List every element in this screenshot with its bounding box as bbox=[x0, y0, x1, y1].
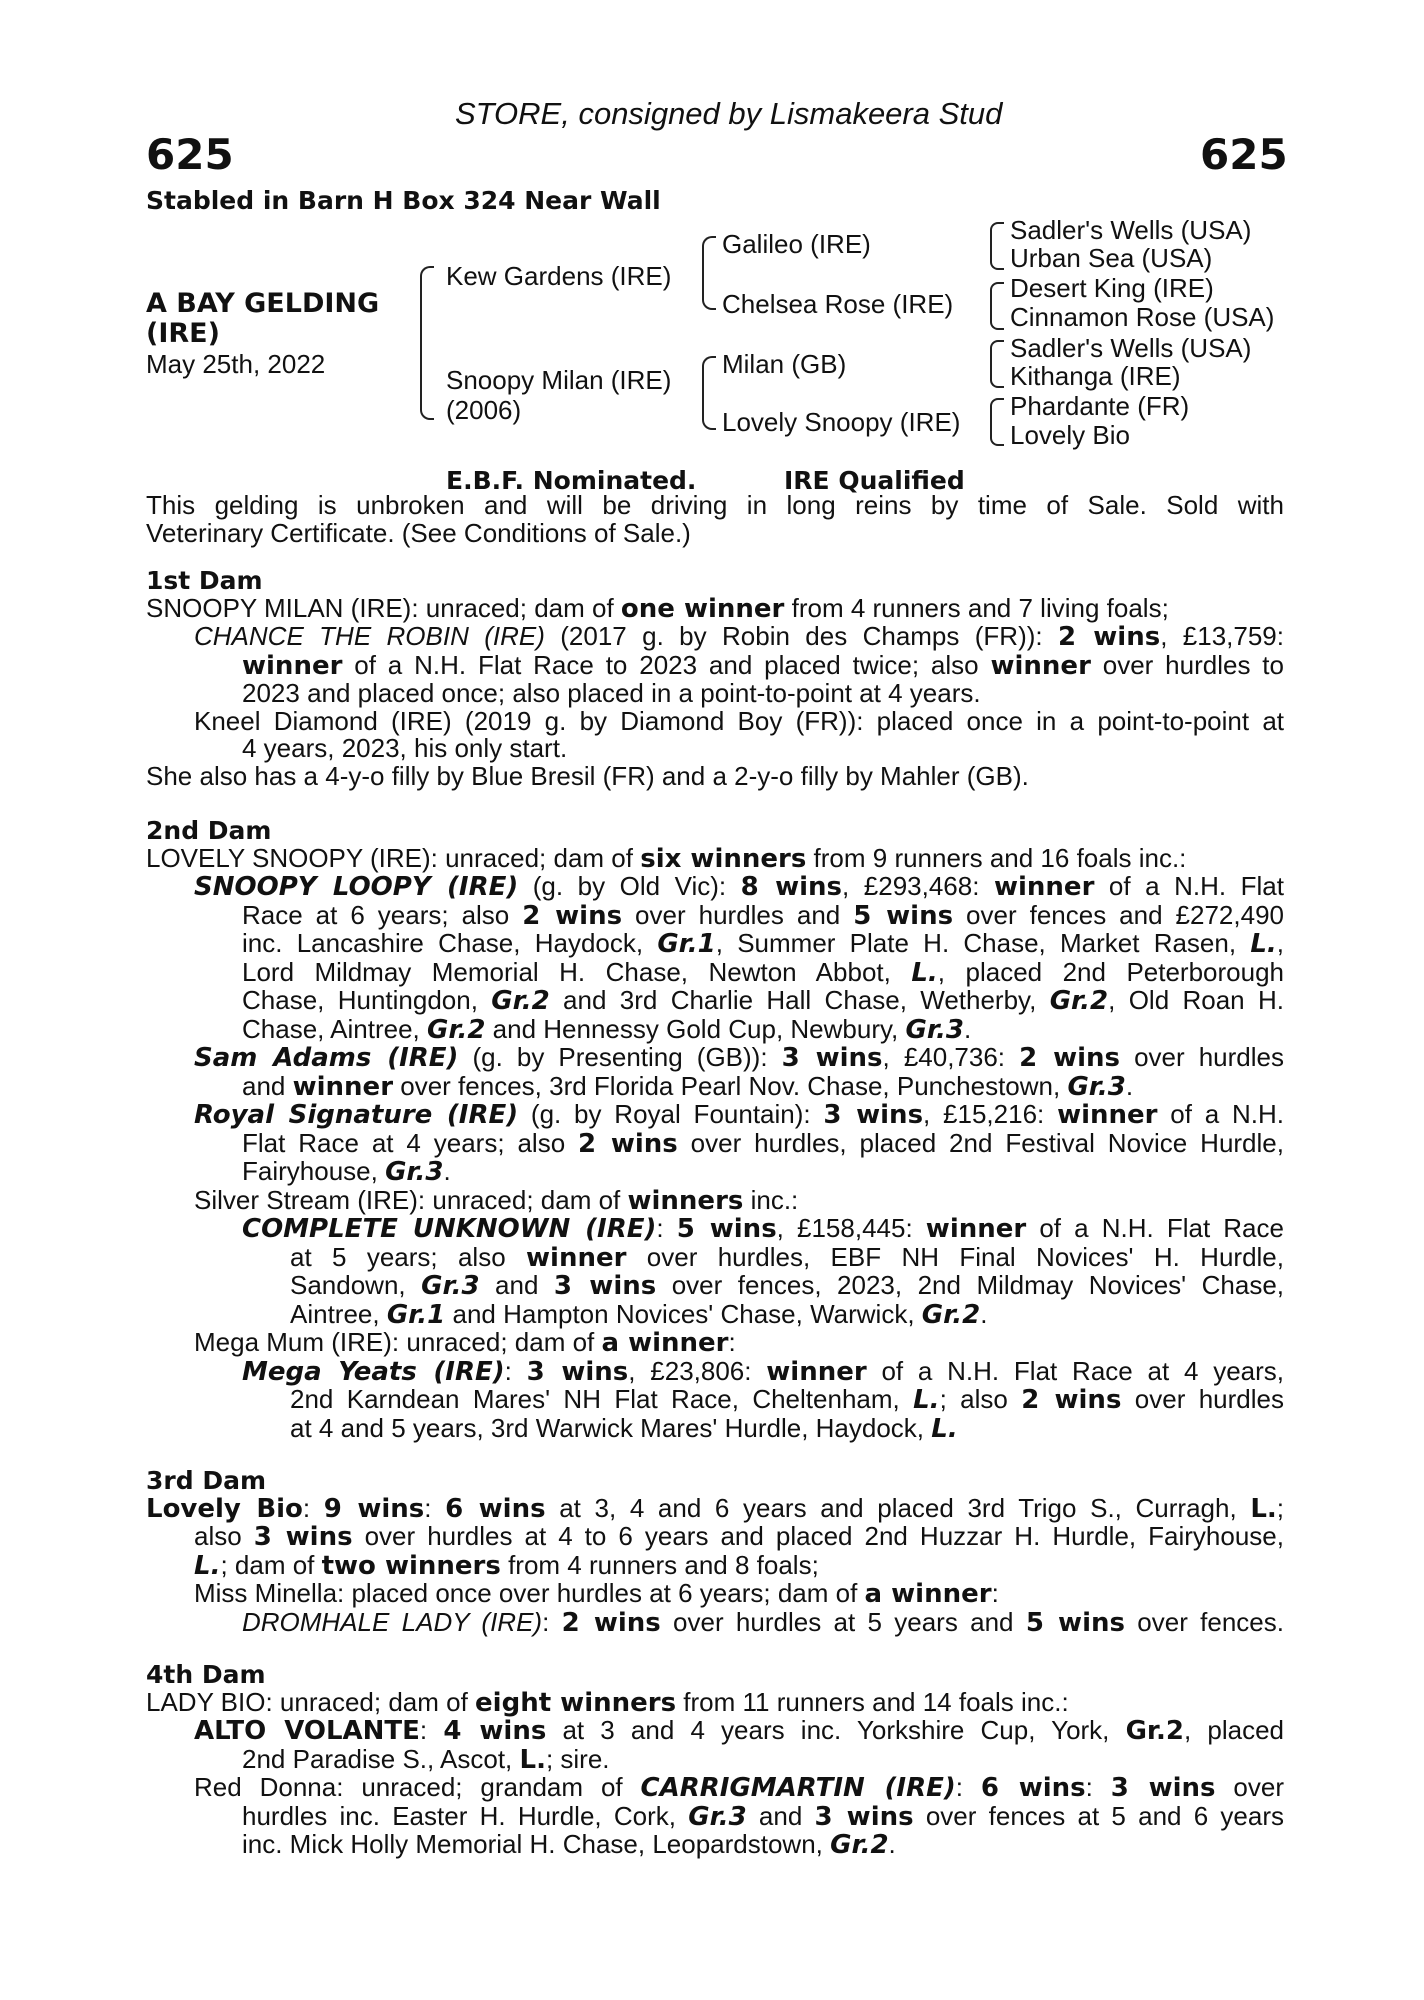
first-dam-line: CHANCE THE ROBIN (IRE) (2017 g. by Robin des Champs (FR)): 2 wins, £13,759: bbox=[194, 621, 1284, 652]
first-dam-heading: 1st Dam bbox=[146, 566, 263, 595]
first-dam-line: 2023 and placed once; also placed in a point-to-point at 4 years. bbox=[242, 678, 981, 708]
second-dam-line: Chase, Huntingdon, Gr.2 and 3rd Charlie Hall Chase, Wetherby, Gr.2, Old Roan H. bbox=[242, 985, 1284, 1016]
first-dam-line: Kneel Diamond (IRE) (2019 g. by Diamond Boy (FR)): placed once in a point-to-point at bbox=[194, 705, 1284, 736]
pedigree-dam-sire: Milan (GB) bbox=[722, 349, 847, 379]
third-dam-section bbox=[146, 1467, 1284, 1637]
fourth-dam-line: 2nd Paradise S., Ascot, L.; sire. bbox=[242, 1743, 610, 1775]
second-dam-line: Lord Mildmay Memorial H. Chase, Newton Abbot, L., placed 2nd Peterborough bbox=[242, 956, 1285, 988]
second-dam-line: at 5 years; also winner over hurdles, EBF NH Final Novices' H. Hurdle, bbox=[290, 1241, 1284, 1273]
pedigree-gg7: Phardante (FR) bbox=[1010, 391, 1190, 421]
fourth-dam-line: hurdles inc. Easter H. Hurdle, Cork, Gr.3 and 3 wins over fences at 5 and 6 years bbox=[242, 1800, 1285, 1832]
fourth-dam-heading: 4th Dam bbox=[146, 1660, 266, 1689]
pedigree-dam-year: (2006) bbox=[446, 395, 522, 425]
second-dam-line: Aintree, Gr.1 and Hampton Novices' Chase, Warwick, Gr.2. bbox=[290, 1298, 988, 1330]
second-dam-line: 2nd Karndean Mares' NH Flat Race, Cheltenham, L.; also 2 wins over hurdles bbox=[290, 1384, 1284, 1415]
first-dam-line: SNOOPY MILAN (IRE): unraced; dam of one winner from 4 runners and 7 living foals; bbox=[146, 592, 1169, 624]
pedigree-brace-sire bbox=[702, 236, 716, 310]
fourth-dam-line: LADY BIO: unraced; dam of eight winners from 11 runners and 14 foals inc.: bbox=[146, 1686, 1069, 1718]
second-dam-line: Royal Signature (IRE) (g. by Royal Fountain): 3 wins, £15,216: winner of a N.H. bbox=[194, 1099, 1284, 1130]
second-dam-line: SNOOPY LOOPY (IRE) (g. by Old Vic): 8 wins, £293,468: winner of a N.H. Flat bbox=[194, 871, 1284, 902]
fourth-dam-line: ALTO VOLANTE: 4 wins at 3 and 4 years inc. Yorkshire Cup, York, Gr.2, placed bbox=[194, 1715, 1284, 1746]
second-dam-line: Sam Adams (IRE) (g. by Presenting (GB)): 3 wins, £40,736: 2 wins over hurdles bbox=[194, 1042, 1285, 1073]
second-dam-line: at 4 and 5 years, 3rd Warwick Mares' Hurdle, Haydock, L. bbox=[290, 1412, 958, 1444]
lot-number-left: 625 bbox=[146, 130, 234, 179]
pedigree-sire: Kew Gardens (IRE) bbox=[446, 261, 672, 291]
stabling-info: Stabled in Barn H Box 324 Near Wall bbox=[146, 186, 661, 215]
second-dam-line: Race at 6 years; also 2 wins over hurdles and 5 wins over fences and £272,490 bbox=[242, 899, 1284, 931]
pedigree-gg2: Urban Sea (USA) bbox=[1010, 243, 1213, 273]
pedigree-gg4: Cinnamon Rose (USA) bbox=[1010, 302, 1275, 332]
second-dam-line: and winner over fences, 3rd Florida Pearl Nov. Chase, Punchestown, Gr.3. bbox=[242, 1070, 1134, 1102]
second-dam-line: Sandown, Gr.3 and 3 wins over fences, 2023, 2nd Mildmay Novices' Chase, bbox=[290, 1270, 1284, 1301]
second-dam-heading: 2nd Dam bbox=[146, 816, 272, 845]
consignor-line: STORE, consigned by Lismakeera Stud bbox=[455, 96, 1003, 131]
fourth-dam-line: inc. Mick Holly Memorial H. Chase, Leopardstown, Gr.2. bbox=[242, 1829, 896, 1860]
pedigree-gg3: Desert King (IRE) bbox=[1010, 273, 1214, 303]
pedigree-brace-g1 bbox=[990, 222, 1004, 270]
fourth-dam-line: Red Donna: unraced; grandam of CARRIGMARTIN (IRE): 6 wins: 3 wins over bbox=[194, 1772, 1284, 1803]
third-dam-heading: 3rd Dam bbox=[146, 1466, 266, 1495]
first-dam-line: winner of a N.H. Flat Race to 2023 and placed twice; also winner over hurdles to bbox=[242, 649, 1284, 681]
second-dam-line: inc. Lancashire Chase, Haydock, Gr.1, Summer Plate H. Chase, Market Rasen, L., bbox=[242, 928, 1284, 959]
pedigree-dam-dam: Lovely Snoopy (IRE) bbox=[722, 407, 961, 437]
fourth-dam-section bbox=[146, 1661, 1284, 1860]
sale-notes bbox=[146, 492, 1284, 547]
horse-country: (IRE) bbox=[146, 318, 220, 349]
second-dam-line: Mega Mum (IRE): unraced; dam of a winner: bbox=[194, 1327, 736, 1358]
third-dam-line: L.; dam of two winners from 4 runners and 8 foals; bbox=[194, 1549, 819, 1581]
second-dam-line: Mega Yeats (IRE): 3 wins, £23,806: winner of a N.H. Flat Race at 4 years, bbox=[242, 1355, 1285, 1387]
pedigree-sire-sire: Galileo (IRE) bbox=[722, 229, 871, 259]
third-dam-line: Lovely Bio: 9 wins: 6 wins at 3, 4 and 6 years and placed 3rd Trigo S., Curragh, L.; bbox=[146, 1492, 1284, 1524]
pedigree-brace-g4 bbox=[990, 398, 1004, 446]
pedigree-gg1: Sadler's Wells (USA) bbox=[1010, 215, 1252, 245]
second-dam-line: LOVELY SNOOPY (IRE): unraced; dam of six winners from 9 runners and 16 foals inc.: bbox=[146, 842, 1187, 874]
horse-name: A BAY GELDING bbox=[146, 288, 380, 319]
first-dam-line: 4 years, 2023, his only start. bbox=[242, 733, 568, 763]
pedigree-gg8: Lovely Bio bbox=[1010, 420, 1130, 450]
ebf-nominated: E.B.F. Nominated. bbox=[446, 466, 697, 495]
pedigree-dam: Snoopy Milan (IRE) bbox=[446, 365, 672, 395]
pedigree-brace-g2 bbox=[990, 282, 1004, 330]
pedigree-gg6: Kithanga (IRE) bbox=[1010, 361, 1181, 391]
pedigree-brace-dam bbox=[702, 356, 716, 430]
second-dam-line: Silver Stream (IRE): unraced; dam of winners inc.: bbox=[194, 1184, 799, 1216]
second-dam-line: Fairyhouse, Gr.3. bbox=[242, 1156, 451, 1187]
second-dam-section bbox=[146, 817, 1284, 1443]
foaling-date: May 25th, 2022 bbox=[146, 349, 326, 379]
pedigree-brace-g3 bbox=[990, 340, 1004, 388]
pedigree-brace-main bbox=[420, 266, 434, 420]
second-dam-line: COMPLETE UNKNOWN (IRE): 5 wins, £158,445: winner of a N.H. Flat Race bbox=[242, 1213, 1284, 1244]
pedigree-gg5: Sadler's Wells (USA) bbox=[1010, 333, 1252, 363]
ire-qualified: IRE Qualified bbox=[784, 466, 965, 495]
third-dam-line: also 3 wins over hurdles at 4 to 6 years and placed 2nd Huzzar H. Hurdle, Fairyhouse, bbox=[194, 1521, 1284, 1552]
note-line-1: This gelding is unbroken and will be driving in long reins by time of Sale. Sold with bbox=[146, 490, 1284, 520]
third-dam-line: DROMHALE LADY (IRE): 2 wins over hurdles at 5 years and 5 wins over fences. bbox=[242, 1606, 1284, 1638]
first-dam-line: She also has a 4-y-o filly by Blue Bresil (FR) and a 2-y-o filly by Mahler (GB). bbox=[146, 760, 1029, 791]
second-dam-line: Flat Race at 4 years; also 2 wins over hurdles, placed 2nd Festival Novice Hurdle, bbox=[242, 1127, 1284, 1159]
note-line-2: Veterinary Certificate. (See Conditions of Sale.) bbox=[146, 517, 691, 548]
first-dam-section bbox=[146, 567, 1284, 790]
pedigree-sire-dam: Chelsea Rose (IRE) bbox=[722, 289, 954, 319]
third-dam-line: Miss Minella: placed once over hurdles at 6 years; dam of a winner: bbox=[194, 1578, 999, 1609]
second-dam-line: Chase, Aintree, Gr.2 and Hennessy Gold Cup, Newbury, Gr.3. bbox=[242, 1013, 972, 1045]
lot-number-right: 625 bbox=[1200, 130, 1288, 179]
